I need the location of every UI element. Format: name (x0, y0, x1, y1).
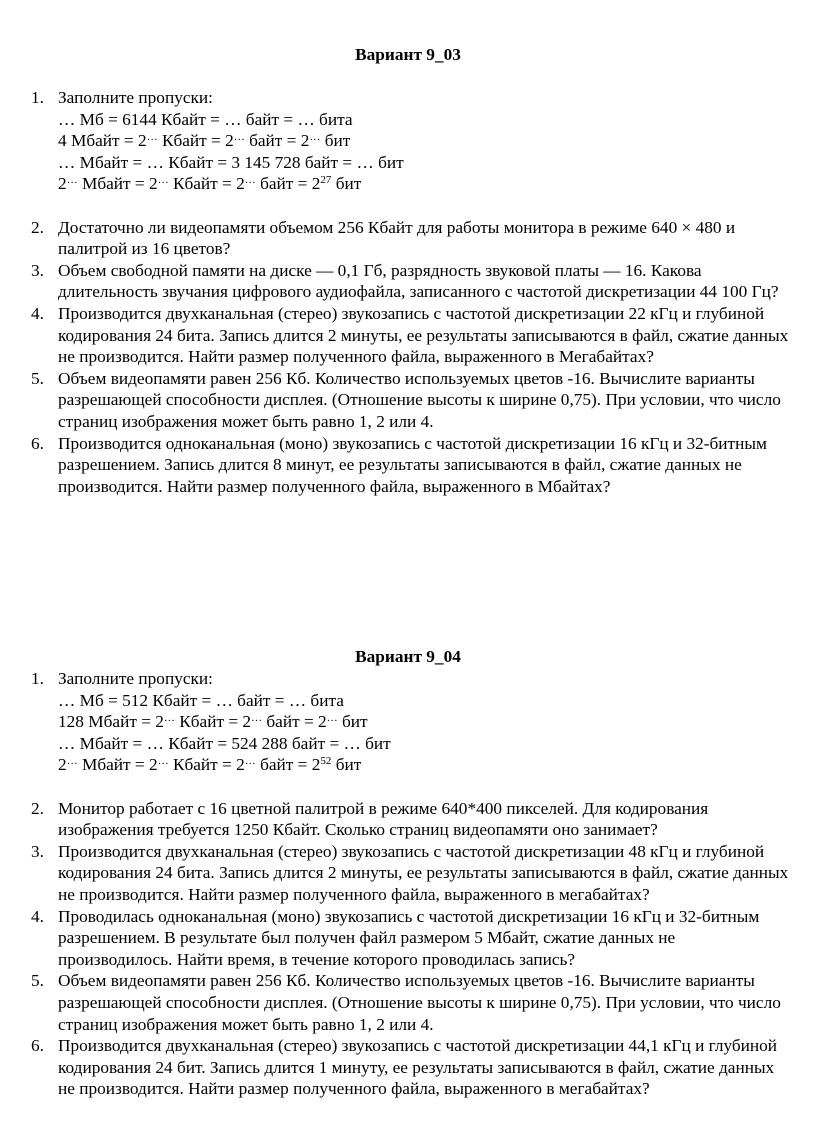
task-number: 3. (31, 841, 44, 861)
task-number: 1. (31, 88, 44, 107)
task-item (0, 303, 816, 368)
fill-in-line: 4 Мбайт = 2… Кбайт = 2… байт = 2… бит (58, 131, 351, 151)
fill-in-lines (58, 690, 792, 776)
task-number: 6. (31, 1036, 44, 1056)
task-item (0, 841, 816, 906)
fill-in-line: … Мб = 6144 Кбайт = … байт = … бита (58, 109, 353, 129)
task-number: 2. (31, 798, 44, 818)
task-number: 4. (31, 906, 44, 926)
task-number: 3. (31, 260, 44, 280)
task-text: Производится одноканальная (моно) звукозапись с частотой дискретизации 16 кГц и 32-битным разрешением. Запись длится 8 минут, ее результаты записываются в файл, сжатие данных не производится. Найти размер полученного файла, выраженного в Мбайтах? (58, 433, 767, 496)
exponent: 27 (320, 174, 332, 187)
fill-in-lines (58, 109, 792, 195)
task-text: Монитор работает с 16 цветной палитрой в режиме 640*400 пикселей. Для кодирования изображения требуется 1250 Кбайт. Сколько страниц видеопамяти оно занимает? (58, 798, 709, 840)
task-text: Производится двухканальная (стерео) звукозапись с частотой дискретизации 44,1 кГц и глубиной кодирования 24 бит. Запись длится 1 минуту, ее результаты записываются в файл, сжатие данных не производится. Найти размер полученного файла, выраженного в мегабайтах? (58, 1036, 778, 1099)
task-text: Проводилась одноканальная (моно) звукозапись с частотой дискретизации 16 кГц и 32-битным разрешением. В результате был получен файл размером 5 Мбайт, сжатие данных не производилось. Найти время, в течение которого проводилась запись? (58, 906, 760, 969)
exponent: … (233, 131, 245, 144)
task-number: 5. (31, 368, 44, 388)
task-item (0, 906, 816, 971)
fill-in-line: … Мб = 512 Кбайт = … байт = … бита (58, 690, 344, 710)
task-number: 4. (31, 303, 44, 323)
exponent: … (309, 131, 321, 144)
task-prompt: Заполните пропуски: (58, 88, 213, 107)
exponent: … (251, 712, 263, 725)
task-number: 5. (31, 971, 44, 991)
task-item (0, 970, 816, 1035)
task-number: 2. (31, 217, 44, 237)
task-text: Объем видеопамяти равен 256 Кб. Количество используемых цветов -16. Вычислите варианты разрешающей способности дисплея. (Отношение высоты к ширине 0,75). При условии, что число страниц изображения может быть равно 1, 2 или 4. (58, 971, 781, 1034)
task-item (0, 87, 816, 195)
task-item (0, 260, 816, 303)
exponent: … (157, 755, 169, 768)
task-item (0, 798, 816, 841)
exponent: … (66, 755, 78, 768)
fill-in-line: … Мбайт = … Кбайт = 3 145 728 байт = … бит (58, 152, 404, 172)
task-list (0, 87, 816, 497)
variant-title: Вариант 9_03 (355, 45, 461, 64)
exponent: … (163, 712, 175, 725)
task-item (0, 217, 816, 260)
task-text: Производится двухканальная (стерео) звукозапись с частотой дискретизации 48 кГц и глубиной кодирования 24 бита. Запись длится 2 минуты, ее результаты записываются в файл, сжатие данных не производится. Найти размер полученного файла, выраженного в мегабайтах? (58, 841, 789, 904)
fill-in-line: 128 Мбайт = 2… Кбайт = 2… байт = 2… бит (58, 712, 368, 732)
task-text: Объем свободной памяти на диске — 0,1 Гб, разрядность звуковой платы — 16. Какова длительность звучания цифрового аудиофайла, записанного с частотой дискретизации 44 100 Гц? (58, 260, 779, 302)
exponent: … (146, 131, 158, 144)
exponent: … (326, 712, 338, 725)
task-item (0, 368, 816, 433)
fill-in-line: 2… Мбайт = 2… Кбайт = 2… байт = $2^{52}$ бит (58, 755, 362, 775)
task-item (0, 433, 816, 498)
exponent: … (244, 174, 256, 187)
fill-in-line: … Мбайт = … Кбайт = 524 288 байт = … бит (58, 733, 391, 753)
task-list (0, 668, 816, 1100)
exponent: 52 (320, 755, 332, 768)
exponent: … (66, 174, 78, 187)
fill-in-line: 2… Мбайт = 2… Кбайт = 2… байт = $2^{27}$ бит (58, 174, 362, 194)
task-text: Производится двухканальная (стерео) звукозапись с частотой дискретизации 22 кГц и глубиной кодирования 24 бита. Запись длится 2 минуты, ее результаты записываются в файл, сжатие данных не производится. Найти размер полученного файла, выраженного в Мегабайтах? (58, 303, 789, 367)
task-number: 6. (31, 433, 44, 453)
task-item (0, 668, 816, 776)
task-number: 1. (31, 669, 44, 688)
task-prompt: Заполните пропуски: (58, 669, 213, 688)
task-text: Объем видеопамяти равен 256 Кб. Количество используемых цветов -16. Вычислите варианты разрешающей способности дисплея. (Отношение высоты к ширине 0,75). При условии, что число страниц изображения может быть равно 1, 2 или 4. (58, 368, 781, 431)
exponent: … (244, 755, 256, 768)
variant-title: Вариант 9_04 (355, 647, 461, 666)
exponent: … (157, 174, 169, 187)
task-item (0, 1035, 816, 1100)
task-text: Достаточно ли видеопамяти объемом 256 Кбайт для работы монитора в режиме 640 × 480 и палитрой из 16 цветов? (58, 217, 736, 259)
